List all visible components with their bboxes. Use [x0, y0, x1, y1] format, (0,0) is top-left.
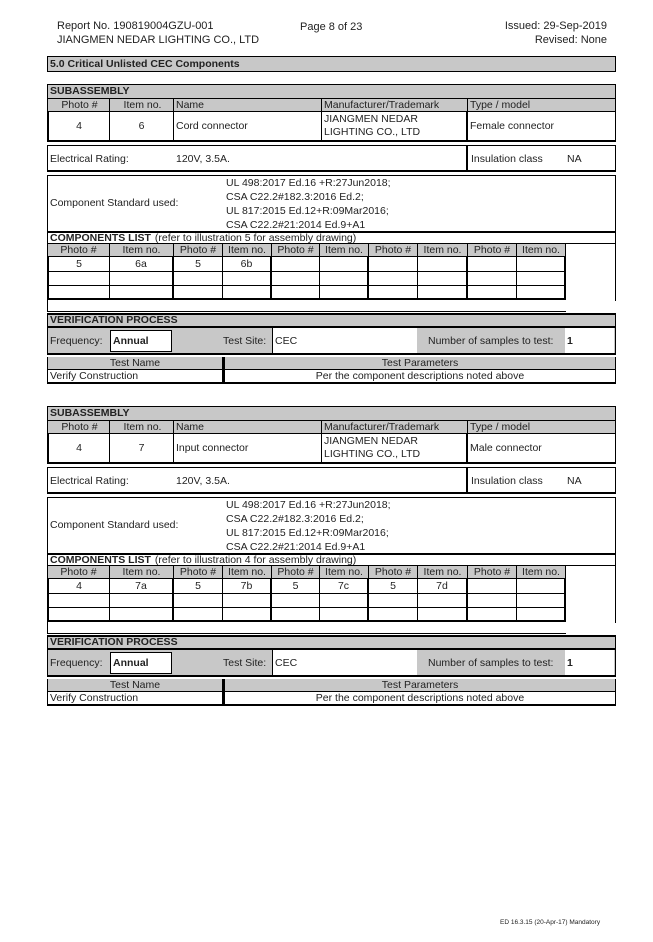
manufacturer-line-1: JIANGMEN NEDAR [324, 113, 418, 125]
divider [466, 467, 468, 494]
electrical-rating-value: 120V, 3.5A. [176, 152, 230, 165]
component-cell [517, 257, 566, 272]
insulation-class-value: NA [567, 474, 582, 487]
electrical-rating-value: 120V, 3.5A. [176, 474, 230, 487]
component-cell: 4 [47, 579, 110, 594]
subassembly-heading: SUBASSEMBLY [47, 84, 616, 99]
component-cell [517, 594, 566, 608]
component-cell [517, 286, 566, 300]
component-cell [517, 579, 566, 594]
grid-header-photo: Photo # [369, 244, 418, 257]
component-cell [47, 272, 110, 286]
grid-header-item: Item no. [418, 244, 468, 257]
component-cell [369, 594, 418, 608]
component-cell [517, 272, 566, 286]
grid-header-photo: Photo # [272, 566, 320, 579]
num-samples-value: 1 [565, 328, 614, 353]
electrical-rating-label: Electrical Rating: [50, 474, 129, 487]
component-cell [174, 272, 223, 286]
grid-header-item: Item no. [110, 244, 174, 257]
component-standard-label: Component Standard used: [50, 519, 179, 531]
insulation-class-label: Insulation class [471, 152, 543, 165]
component-cell [47, 286, 110, 300]
footer-code: ED 16.3.15 (20-Apr-17) Mandatory [500, 919, 601, 926]
item-number: 6 [110, 112, 174, 142]
component-cell [47, 594, 110, 608]
column-header-type-model: Type / model [468, 99, 616, 112]
photo-number: 4 [47, 434, 110, 464]
report-number: Report No. 190819004GZU-001 [57, 20, 214, 32]
component-cell [223, 608, 272, 622]
component-cell [320, 286, 369, 300]
grid-header-photo: Photo # [47, 566, 110, 579]
component-cell [272, 608, 320, 622]
divider [466, 145, 468, 172]
standard-item: UL 817:2015 Ed.12+R:09Mar2016; [226, 527, 389, 539]
component-cell [320, 272, 369, 286]
component-cell [272, 286, 320, 300]
manufacturer-cell [322, 434, 468, 464]
component-cell: 5 [47, 257, 110, 272]
test-site-label: Test Site: [223, 657, 267, 669]
component-cell [223, 272, 272, 286]
grid-header-item: Item no. [110, 566, 174, 579]
component-cell [320, 594, 369, 608]
test-name-value: Verify Construction [47, 692, 223, 706]
issued-date: Issued: 29-Sep-2019 [504, 20, 607, 32]
test-parameters-header: Test Parameters [223, 679, 616, 692]
revised-date: Revised: None [534, 34, 607, 46]
column-header-item: Item no. [110, 421, 174, 434]
grid-header-photo: Photo # [468, 244, 517, 257]
standard-item: UL 498:2017 Ed.16 +R:27Jun2018; [226, 177, 391, 189]
grid-header-item: Item no. [223, 244, 272, 257]
verification-heading: VERIFICATION PROCESS [47, 313, 616, 327]
photo-number: 4 [47, 112, 110, 142]
grid-header-photo: Photo # [47, 244, 110, 257]
frequency-label: Frequency: [50, 335, 103, 347]
component-cell [369, 608, 418, 622]
test-site-value: CEC [272, 328, 417, 353]
standard-item: CSA C22.2#182.3:2016 Ed.2; [226, 191, 364, 203]
grid-gap [47, 300, 566, 312]
components-list-title: COMPONENTS LIST [50, 554, 151, 566]
column-header-photo: Photo # [47, 421, 110, 434]
component-cell [110, 594, 174, 608]
component-cell [320, 257, 369, 272]
component-cell [47, 608, 110, 622]
component-cell [110, 286, 174, 300]
component-cell [320, 608, 369, 622]
component-cell [418, 594, 468, 608]
components-list-title: COMPONENTS LIST [50, 232, 151, 244]
manufacturer-line-1: JIANGMEN NEDAR [324, 435, 418, 447]
components-list-header [47, 231, 616, 244]
component-cell [369, 272, 418, 286]
grid-spacer [566, 244, 616, 301]
grid-header-item: Item no. [418, 566, 468, 579]
component-cell: 7d [418, 579, 468, 594]
test-site-label: Test Site: [223, 335, 267, 347]
insulation-class-label: Insulation class [471, 474, 543, 487]
standards-list [226, 176, 391, 232]
component-cell [223, 286, 272, 300]
component-standard-label: Component Standard used: [50, 197, 179, 209]
test-parameters-value: Per the component descriptions noted above [223, 692, 616, 706]
standard-item: CSA C22.2#21:2014 Ed.9+A1 [226, 541, 366, 553]
test-parameters-header: Test Parameters [223, 357, 616, 370]
column-header-photo: Photo # [47, 99, 110, 112]
grid-header-item: Item no. [320, 566, 369, 579]
component-cell: 5 [369, 579, 418, 594]
company-name: JIANGMEN NEDAR LIGHTING CO., LTD [57, 34, 260, 46]
grid-header-photo: Photo # [272, 244, 320, 257]
component-cell [468, 257, 517, 272]
component-cell: 7a [110, 579, 174, 594]
section-title: 5.0 Critical Unlisted CEC Components [47, 56, 616, 72]
component-cell [418, 257, 468, 272]
grid-header-photo: Photo # [369, 566, 418, 579]
test-site-value: CEC [272, 650, 417, 675]
manufacturer-cell [322, 112, 468, 142]
frequency-value: Annual [110, 330, 172, 352]
standard-item: CSA C22.2#21:2014 Ed.9+A1 [226, 219, 366, 231]
subassembly-heading: SUBASSEMBLY [47, 406, 616, 421]
component-cell [468, 594, 517, 608]
component-cell: 5 [174, 579, 223, 594]
component-cell [272, 594, 320, 608]
component-cell [272, 272, 320, 286]
test-name-value: Verify Construction [47, 370, 223, 384]
component-cell [174, 608, 223, 622]
component-cell [418, 608, 468, 622]
grid-header-item: Item no. [223, 566, 272, 579]
component-cell [369, 257, 418, 272]
test-name-header: Test Name [47, 357, 223, 370]
grid-header-photo: Photo # [468, 566, 517, 579]
frequency-value: Annual [110, 652, 172, 674]
column-header-item: Item no. [110, 99, 174, 112]
test-parameters-value: Per the component descriptions noted above [223, 370, 616, 384]
component-cell [369, 286, 418, 300]
standard-item: CSA C22.2#182.3:2016 Ed.2; [226, 513, 364, 525]
standard-item: UL 817:2015 Ed.12+R:09Mar2016; [226, 205, 389, 217]
column-header-name: Name [174, 99, 322, 112]
grid-header-item: Item no. [517, 566, 566, 579]
type-model: Male connector [468, 434, 616, 464]
grid-header-photo: Photo # [174, 244, 223, 257]
page-number: Page 8 of 23 [300, 21, 363, 33]
grid-gap [47, 622, 566, 634]
test-name-header: Test Name [47, 679, 223, 692]
component-cell [468, 608, 517, 622]
component-cell [110, 272, 174, 286]
components-list-note: (refer to illustration 5 for assembly drawing) [154, 232, 357, 244]
grid-spacer [566, 566, 616, 623]
component-cell [468, 286, 517, 300]
component-cell: 7b [223, 579, 272, 594]
num-samples-value: 1 [565, 650, 614, 675]
insulation-class-value: NA [567, 152, 582, 165]
grid-header-item: Item no. [517, 244, 566, 257]
component-cell [468, 272, 517, 286]
column-header-manufacturer: Manufacturer/Trademark [322, 421, 468, 434]
component-cell [272, 257, 320, 272]
type-model: Female connector [468, 112, 616, 142]
component-cell [174, 594, 223, 608]
component-cell: 6b [223, 257, 272, 272]
num-samples-label: Number of samples to test: [428, 657, 554, 669]
grid-header-item: Item no. [320, 244, 369, 257]
component-cell [517, 608, 566, 622]
components-list-header [47, 553, 616, 566]
verification-heading: VERIFICATION PROCESS [47, 635, 616, 649]
manufacturer-line-2: LIGHTING CO., LTD [324, 126, 421, 138]
item-number: 7 [110, 434, 174, 464]
standards-list [226, 498, 391, 554]
component-cell [110, 608, 174, 622]
manufacturer-line-2: LIGHTING CO., LTD [324, 448, 421, 460]
component-name: Input connector [174, 434, 322, 464]
component-cell [418, 286, 468, 300]
component-cell [223, 594, 272, 608]
component-cell [418, 272, 468, 286]
electrical-rating-label: Electrical Rating: [50, 152, 129, 165]
components-list-note: (refer to illustration 4 for assembly drawing) [154, 554, 357, 566]
standard-item: UL 498:2017 Ed.16 +R:27Jun2018; [226, 499, 391, 511]
num-samples-label: Number of samples to test: [428, 335, 554, 347]
column-header-manufacturer: Manufacturer/Trademark [322, 99, 468, 112]
component-cell: 5 [272, 579, 320, 594]
component-name: Cord connector [174, 112, 322, 142]
component-cell [174, 286, 223, 300]
component-cell: 5 [174, 257, 223, 272]
column-header-name: Name [174, 421, 322, 434]
column-header-type-model: Type / model [468, 421, 616, 434]
component-cell [468, 579, 517, 594]
grid-header-photo: Photo # [174, 566, 223, 579]
component-cell: 7c [320, 579, 369, 594]
frequency-label: Frequency: [50, 657, 103, 669]
component-cell: 6a [110, 257, 174, 272]
